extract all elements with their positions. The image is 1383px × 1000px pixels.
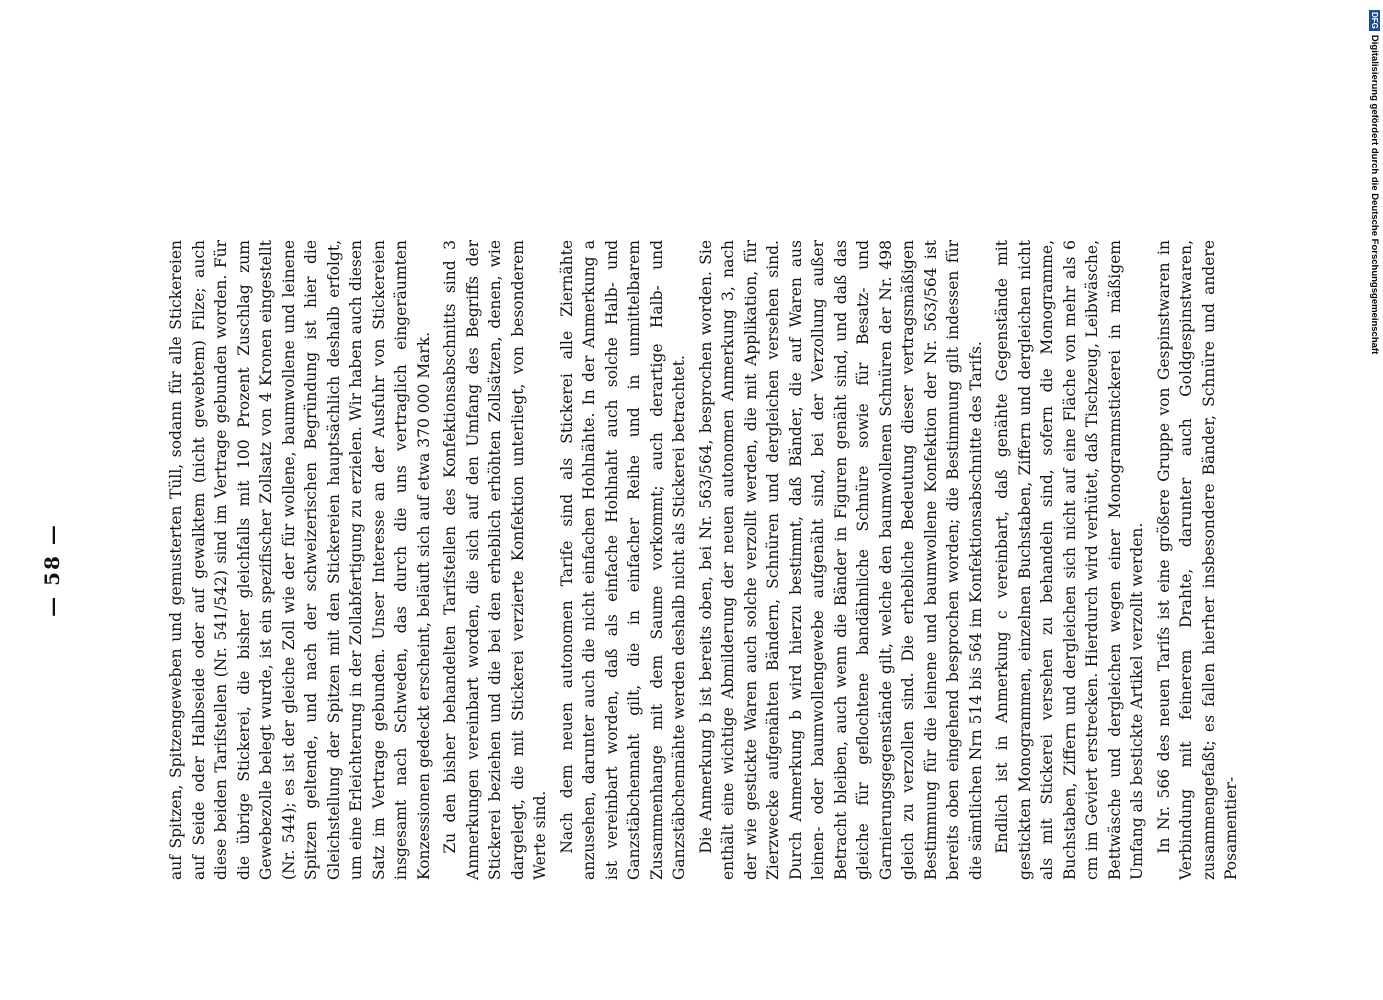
paragraph-1: auf Spitzen, Spitzengeweben und gemusterten Tüll, sodann für alle Stickereien auf Seide oder Halbseide oder auf gewalktem (nicht gewebtem) Filze; auch diese beiden Tarifstellen (Nr. 541/542) sind im Vertrage gebunden worden. Für die übrige Stickerei, die bisher gleichfalls mit 100 Prozent Zuschlag zum Gewebezolle belegt wurde, ist ein spezifischer Zollsatz von 4 Kronen eingestellt (Nr. 544); es ist der gleiche Zoll wie der für wollene, baumwollene und leinene Spitzen geltende, und nach der schweizerischen Begründung ist hier die Gleichstellung der Spitzen mit den Stickereien hauptsächlich deshalb erfolgt, um eine Erleichterung in der Zollabfertigung zu erzielen. Wir haben auch diesen Satz im Vertrage gebunden. Unser Interesse an der Ausfuhr von Stickereien insgesamt nach Schweden, das durch die uns vertraglich eingeräumten Konzessionen gedeckt erscheint, beläuft sich auf etwa 370 000 Mark. bbox=[167, 240, 433, 880]
digitization-credit bbox=[1366, 10, 1383, 780]
paragraph-4: Die Anmerkung b ist bereits oben, bei Nr. 563/564, besprochen worden. Sie enthält eine wichtige Abmilderung der neuen autonomen Anmerkung 3, nach der wie gestickte Waren auch solche verzollt werden, die mit Applikation, für Zierzwecke aufgenähten Bändern, Schnüren und dergleichen versehen sind. Durch Anmerkung b wird hierzu bestimmt, daß Bänder, die auf Waren aus leinen- oder baumwollengewebe aufgenäht sind, bei der Verzollung außer Betracht bleiben, auch wenn die Bänder in Figuren genäht sind, und daß das gleiche für geflochtene bandähnliche Schnüre sowie für Besatz- und Garnierungsgegenstände gilt, welche den baumwollenen Schnüren der Nr. 498 gleich zu verzollen sind. Die erhebliche Bedeutung dieser vertragsmäßigen Bestimmung für die leinene und baumwollene Konfektion der Nr. 563/564 ist bereits oben eingehend besprochen worden; die Bestimmung gilt indessen für die sämtlichen Nrn 514 bis 564 im Konfektionsabschnitte des Tarifs. bbox=[696, 240, 985, 880]
paragraph-6: In Nr. 566 des neuen Tarifs ist eine größere Gruppe von Gespinstwaren in Verbindung mit feinerem Drahte, darunter auch Goldgespinstwaren, zusammengefaßt; es fallen hierher insbesondere Bänder, Schnüre und andere Posamentier- bbox=[1154, 240, 1240, 880]
paragraph-3: Nach dem neuen autonomen Tarife sind als Stickerei alle Ziernähte anzusehen, darunter auch die nicht einfachen Hohlnähte. In der Anmerkung a ist vereinbart worden, daß als einfache Hohlnaht auch solche Halb- und Ganzstäbchennaht gilt, die in einfacher Reihe und in unmittelbarem Zusammenhange mit dem Saume vorkommt; auch derartige Halb- und Ganzstäbchennähte werden deshalb nicht als Stickerei betrachtet. bbox=[557, 240, 688, 880]
dfg-logo-icon: DFG bbox=[1370, 12, 1379, 29]
rotated-page bbox=[40, 220, 1240, 920]
credit-text: Digitalisierung gefördert durch die Deutsche Forschungsgemeinschaft bbox=[1369, 34, 1380, 355]
paragraph-2: Zu den bisher behandelten Tarifstellen des Konfektionsabschnitts sind 3 Anmerkungen vereinbart worden, die sich auf den Umfang des Begriffs der Stickerei beziehen und die bei den erheblich erhöhten Zollsätzen, denen, wie dargelegt, die mit Stickerei verzierte Konfektion unterliegt, von besonderem Werte sind. bbox=[441, 240, 549, 880]
paragraph-5: Endlich ist in Anmerkung c vereinbart, daß genähte Gegenstände mit gestickten Monogrammen, einzelnen Buchstaben, Ziffern und dergleichen nicht als mit Stickerei versehen zu behandeln sind, sofern die Monogramme, Buchstaben, Ziffern und dergleichen sich nicht auf eine Fläche von mehr als 6 cm im Geviert erstrecken. Hierdurch wird verhütet, daß Tischzeug, Leibwäsche, Bettwäsche und dergleichen wegen einer Monogrammstickerei in mäßigem Umfang als bestickte Artikel verzollt werden. bbox=[993, 240, 1146, 880]
page-body-text bbox=[165, 240, 1247, 880]
page-number: — 58 — bbox=[40, 523, 64, 617]
